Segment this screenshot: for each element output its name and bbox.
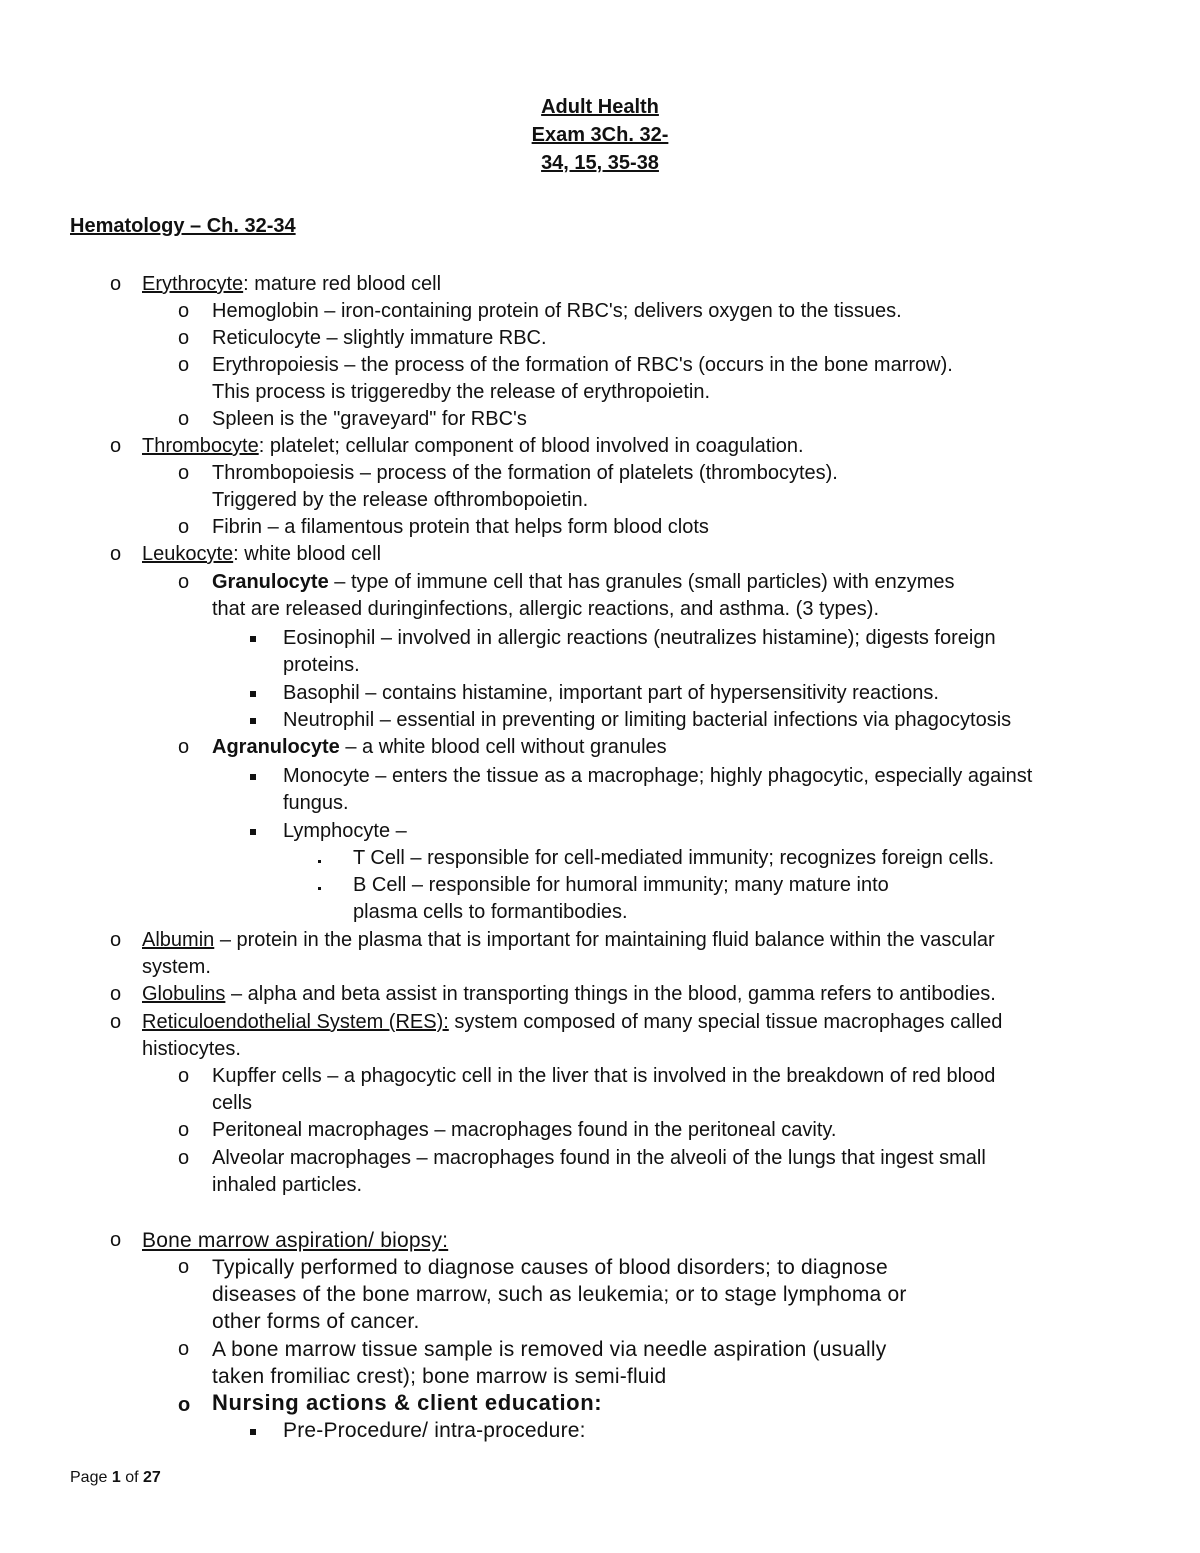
circle-bullet: o	[110, 1229, 122, 1251]
item-agranulocyte	[212, 734, 667, 761]
item-thrombocyte	[142, 433, 804, 460]
circle-bullet: o	[178, 1065, 190, 1087]
item-kupffer-2: cells	[212, 1092, 253, 1114]
square-bullet	[250, 718, 256, 724]
square-bullet	[250, 829, 256, 835]
item-fibrin: Fibrin – a filamentous protein that helps form blood clots	[212, 516, 709, 538]
doc-title-line-3: 34, 15, 35-38	[541, 152, 659, 174]
circle-bullet: o	[178, 1119, 190, 1141]
term-erythrocyte: Erythrocyte	[142, 273, 244, 295]
item-albumin-2: system.	[142, 956, 211, 978]
item-albumin-1	[142, 927, 995, 954]
term-albumin: Albumin	[142, 929, 215, 951]
circle-bullet-bold: o	[178, 1394, 191, 1416]
item-typically-3: other forms of cancer.	[212, 1310, 420, 1333]
doc-title-line-2: Exam 3Ch. 32-	[531, 124, 669, 146]
item-monocyte-1: Monocyte – enters the tissue as a macrophage; highly phagocytic, especially against	[283, 765, 1033, 787]
circle-bullet: o	[178, 462, 190, 484]
item-typically-2: diseases of the bone marrow, such as leukemia; or to stage lymphoma or	[212, 1283, 907, 1306]
dot-bullet	[318, 887, 321, 890]
erythrocyte-text: : mature red blood cell	[243, 273, 442, 295]
item-erythrocyte	[142, 271, 441, 298]
item-erythropoiesis-2: This process is triggeredby the release of erythropoietin.	[212, 381, 711, 403]
circle-bullet: o	[178, 354, 190, 376]
item-typically-1: Typically performed to diagnose causes of blood disorders; to diagnose	[212, 1256, 888, 1279]
item-peritoneal: Peritoneal macrophages – macrophages found in the peritoneal cavity.	[212, 1119, 837, 1141]
circle-bullet: o	[178, 300, 190, 322]
item-res-2: histiocytes.	[142, 1038, 241, 1060]
square-bullet	[250, 691, 256, 697]
item-monocyte-2: fungus.	[283, 792, 349, 814]
circle-bullet: o	[110, 435, 122, 457]
thrombocyte-text: : platelet; cellular component of blood involved in coagulation.	[258, 435, 804, 457]
item-t-cell: T Cell – responsible for cell-mediated immunity; recognizes foreign cells.	[353, 847, 995, 869]
term-globulins: Globulins	[142, 983, 226, 1005]
item-b-cell-2: plasma cells to formantibodies.	[353, 901, 628, 923]
item-thrombopoiesis-2: Triggered by the release ofthrombopoietin.	[212, 489, 589, 511]
circle-bullet: o	[110, 273, 122, 295]
dot-bullet	[318, 860, 321, 863]
item-eosinophil-2: proteins.	[283, 654, 360, 676]
item-nursing-actions: Nursing actions & client education:	[212, 1390, 603, 1415]
circle-bullet: o	[178, 327, 190, 349]
item-lymphocyte: Lymphocyte –	[283, 820, 407, 842]
item-globulins	[142, 981, 996, 1008]
term-agranulocyte: Agranulocyte	[212, 736, 340, 758]
doc-title-line-1: Adult Health	[541, 96, 659, 118]
term-thrombocyte: Thrombocyte	[142, 435, 259, 457]
item-granulocyte-2: that are released duringinfections, allergic reactions, and asthma. (3 types).	[212, 598, 880, 620]
page-label: Page	[70, 1469, 108, 1486]
page-total: 27	[142, 1469, 161, 1486]
item-sample-1: A bone marrow tissue sample is removed via needle aspiration (usually	[212, 1338, 887, 1361]
circle-bullet: o	[178, 516, 190, 538]
albumin-text: – protein in the plasma that is important for maintaining fluid balance within the vascular	[214, 929, 995, 951]
item-bone-marrow: Bone marrow aspiration/ biopsy:	[142, 1229, 449, 1252]
item-spleen: Spleen is the "graveyard" for RBC's	[212, 408, 527, 430]
page-current: 1	[111, 1469, 121, 1486]
item-sample-2: taken fromiliac crest); bone marrow is semi-fluid	[212, 1365, 667, 1388]
circle-bullet: o	[178, 1147, 190, 1169]
globulins-text: – alpha and beta assist in transporting things in the blood, gamma refers to antibodies.	[225, 983, 996, 1005]
item-alveolar-2: inhaled particles.	[212, 1174, 363, 1196]
page-number	[70, 1468, 161, 1488]
item-basophil: Basophil – contains histamine, important part of hypersensitivity reactions.	[283, 682, 939, 704]
granulocyte-text: – type of immune cell that has granules (small particles) with enzymes	[328, 571, 955, 593]
res-text: system composed of many special tissue macrophages called	[448, 1011, 1003, 1033]
circle-bullet: o	[178, 1256, 190, 1278]
circle-bullet: o	[178, 408, 190, 430]
term-granulocyte: Granulocyte	[212, 571, 329, 593]
square-bullet	[250, 1429, 256, 1435]
term-res: Reticuloendothelial System (RES):	[142, 1011, 449, 1033]
item-thrombopoiesis-1: Thrombopoiesis – process of the formation of platelets (thrombocytes).	[212, 462, 838, 484]
agranulocyte-text: – a white blood cell without granules	[339, 736, 667, 758]
item-granulocyte-1	[212, 569, 955, 596]
item-neutrophil: Neutrophil – essential in preventing or limiting bacterial infections via phagocytosis	[283, 709, 1012, 731]
item-eosinophil-1: Eosinophil – involved in allergic reactions (neutralizes histamine); digests foreign	[283, 627, 996, 649]
term-leukocyte: Leukocyte	[142, 543, 234, 565]
item-kupffer-1: Kupffer cells – a phagocytic cell in the liver that is involved in the breakdown of red blood	[212, 1065, 996, 1087]
circle-bullet: o	[110, 929, 122, 951]
item-alveolar-1: Alveolar macrophages – macrophages found in the alveoli of the lungs that ingest small	[212, 1147, 986, 1169]
circle-bullet: o	[110, 543, 122, 565]
item-erythropoiesis-1: Erythropoiesis – the process of the formation of RBC's (occurs in the bone marrow).	[212, 354, 953, 376]
item-leukocyte	[142, 541, 381, 568]
leukocyte-text: : white blood cell	[233, 543, 382, 565]
square-bullet	[250, 636, 256, 642]
item-res-1	[142, 1009, 1002, 1036]
item-pre-procedure: Pre-Procedure/ intra-procedure:	[283, 1419, 586, 1442]
circle-bullet: o	[178, 1338, 190, 1360]
circle-bullet: o	[110, 1011, 122, 1033]
circle-bullet: o	[178, 736, 190, 758]
item-b-cell-1: B Cell – responsible for humoral immunity; many mature into	[353, 874, 889, 896]
section-heading: Hematology – Ch. 32-34	[70, 215, 296, 237]
circle-bullet: o	[178, 571, 190, 593]
page-of: of	[125, 1469, 139, 1486]
circle-bullet: o	[110, 983, 122, 1005]
square-bullet	[250, 774, 256, 780]
item-hemoglobin: Hemoglobin – iron-containing protein of RBC's; delivers oxygen to the tissues.	[212, 300, 902, 322]
item-reticulocyte: Reticulocyte – slightly immature RBC.	[212, 327, 547, 349]
